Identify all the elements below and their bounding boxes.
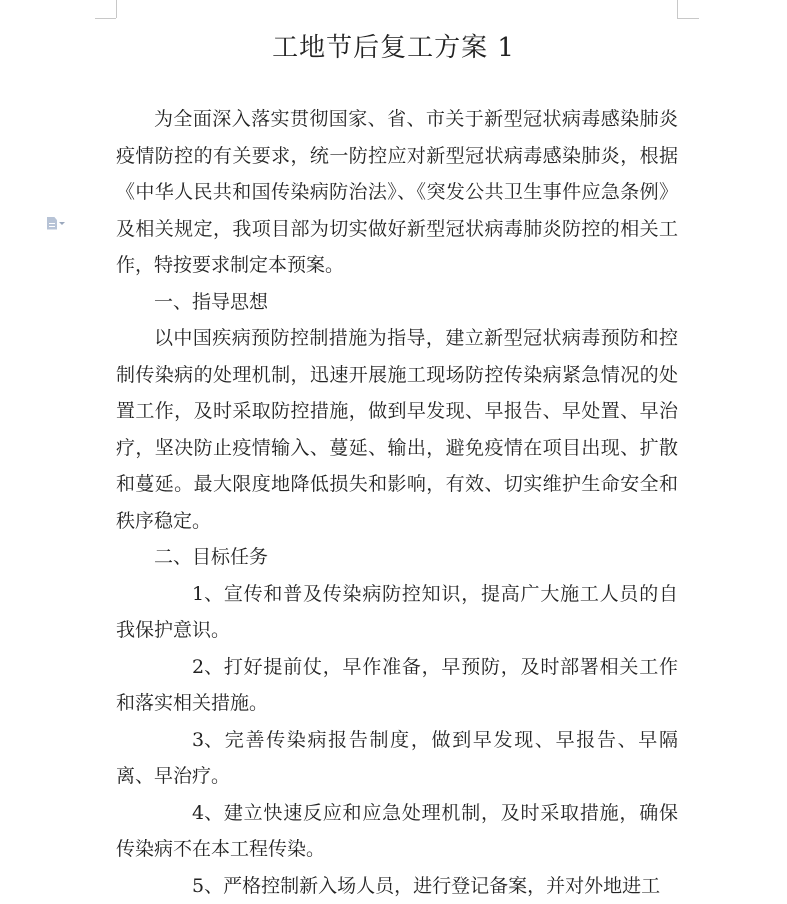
- document-icon: [47, 217, 57, 230]
- list-item-number: 5、: [154, 868, 223, 904]
- list-item[interactable]: [116, 795, 678, 868]
- section-heading[interactable]: 一、指导思想: [116, 284, 678, 321]
- list-item-number: 3、: [154, 722, 223, 759]
- chevron-down-icon: [59, 222, 65, 225]
- crop-mark-top-left-horizontal: [95, 18, 116, 19]
- list-item-number: 2、: [154, 649, 223, 686]
- crop-mark-top-right-vertical: [677, 0, 678, 18]
- list-item[interactable]: [116, 722, 678, 795]
- crop-mark-top-right-horizontal: [677, 18, 699, 19]
- list-item-text: 完善传染病报告制度，做到早发现、早报告、早隔离、早治疗。: [116, 729, 678, 788]
- paragraph-menu-icon[interactable]: [47, 215, 75, 231]
- list-item-text: 打好提前仗，早作准备，早预防，及时部署相关工作和落实相关措施。: [116, 656, 678, 715]
- list-item[interactable]: [116, 649, 678, 722]
- intro-paragraph[interactable]: 为全面深入落实贯彻国家、省、市关于新型冠状病毒感染肺炎疫情防控的有关要求，统一防控应对新型冠状病毒感染肺炎，根据《中华人民共和国传染病防治法》、《突发公共卫生事件应急条例》及相关规定，我项目部为切实做好新型冠状病毒肺炎防控的相关工作，特按要求制定本预案。: [116, 101, 678, 284]
- section-heading[interactable]: 二、目标任务: [116, 539, 678, 576]
- crop-mark-top-left-vertical: [116, 0, 117, 18]
- list-item[interactable]: [116, 576, 678, 649]
- list-item-number: 4、: [154, 795, 223, 832]
- body-paragraph[interactable]: 以中国疾病预防控制措施为指导，建立新型冠状病毒预防和控制传染病的处理机制，迅速开展施工现场防控传染病紧急情况的处置工作，及时采取防控措施，做到早发现、早报告、早处置、早治疗，坚决防止疫情输入、蔓延、输出，避免疫情在项目出现、扩散和蔓延。最大限度地降低损失和影响，有效、切实维护生命安全和秩序稳定。: [116, 320, 678, 539]
- list-item-number: 1、: [154, 576, 223, 613]
- document-body[interactable]: [116, 101, 678, 904]
- list-item-text: 建立快速反应和应急处理机制，及时采取措施，确保传染病不在本工程传染。: [116, 802, 678, 861]
- list-item-text: 宣传和普及传染病防控知识，提高广大施工人员的自我保护意识。: [116, 583, 678, 642]
- document-title[interactable]: 工地节后复工方案 1: [0, 28, 787, 68]
- list-item[interactable]: [116, 868, 678, 904]
- list-item-text: 严格控制新入场人员，进行登记备案，并对外地进工: [223, 875, 660, 897]
